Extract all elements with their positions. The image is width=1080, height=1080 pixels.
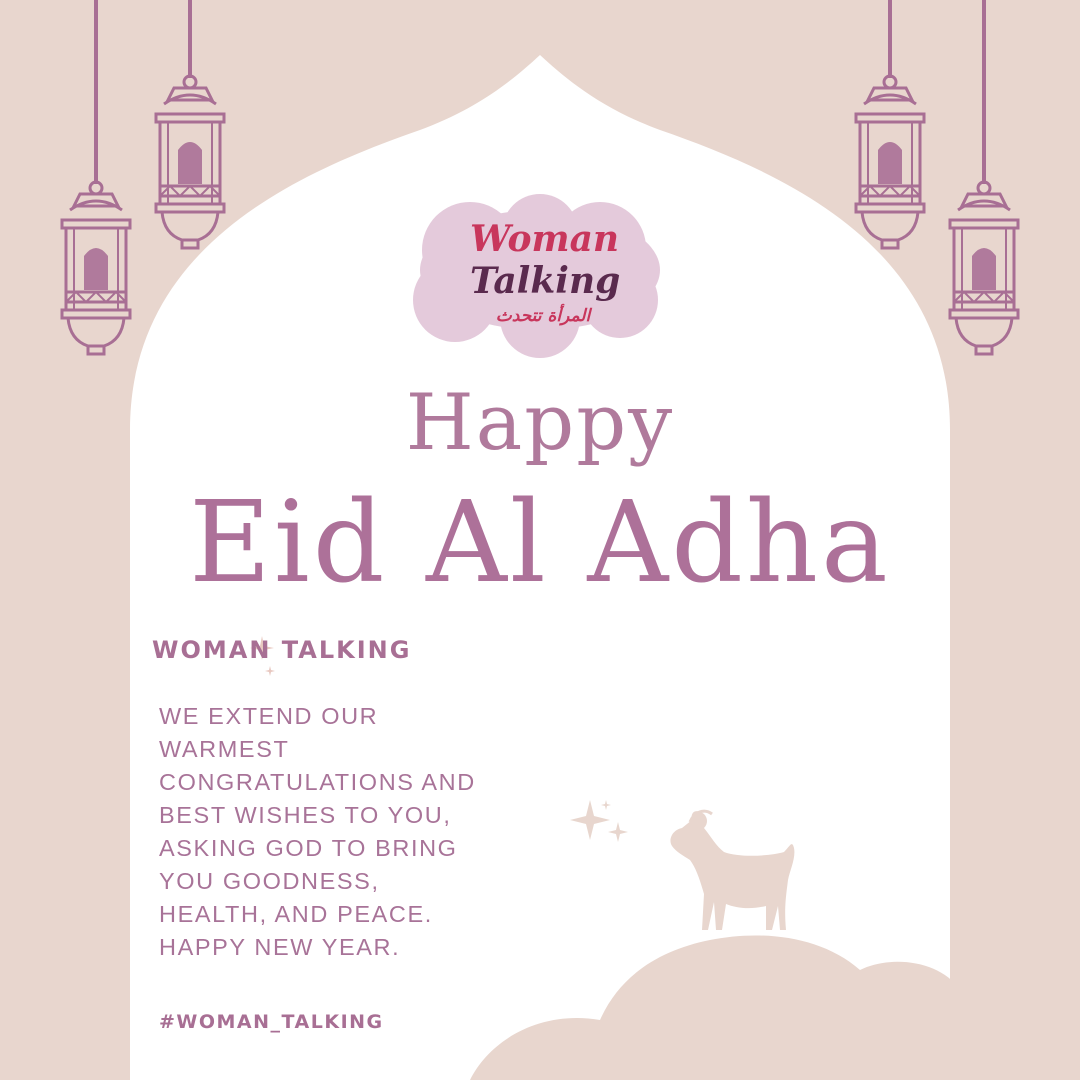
lantern-icon	[950, 0, 1018, 354]
greeting-occasion: Eid Al Adha	[189, 478, 891, 608]
lantern-icon	[856, 0, 924, 248]
lantern-icon	[62, 0, 130, 354]
greeting-message: WE EXTEND OUR WARMEST CONGRATULATIONS AND BEST WISHES TO YOU, ASKING GOD TO BRING YOU GOODNESS, HEALTH, AND PEACE. HAPPY NEW YEAR.	[159, 703, 476, 960]
logo-line-1: Woman	[470, 218, 620, 260]
brand-name: WOMAN TALKING	[152, 636, 412, 664]
logo-arabic: المرأة تتحدث	[495, 306, 591, 326]
lantern-icon	[156, 0, 224, 248]
hashtag: #WOMAN_TALKING	[159, 1011, 384, 1033]
greeting-happy: Happy	[405, 378, 675, 468]
logo-line-2: Talking	[470, 260, 621, 302]
